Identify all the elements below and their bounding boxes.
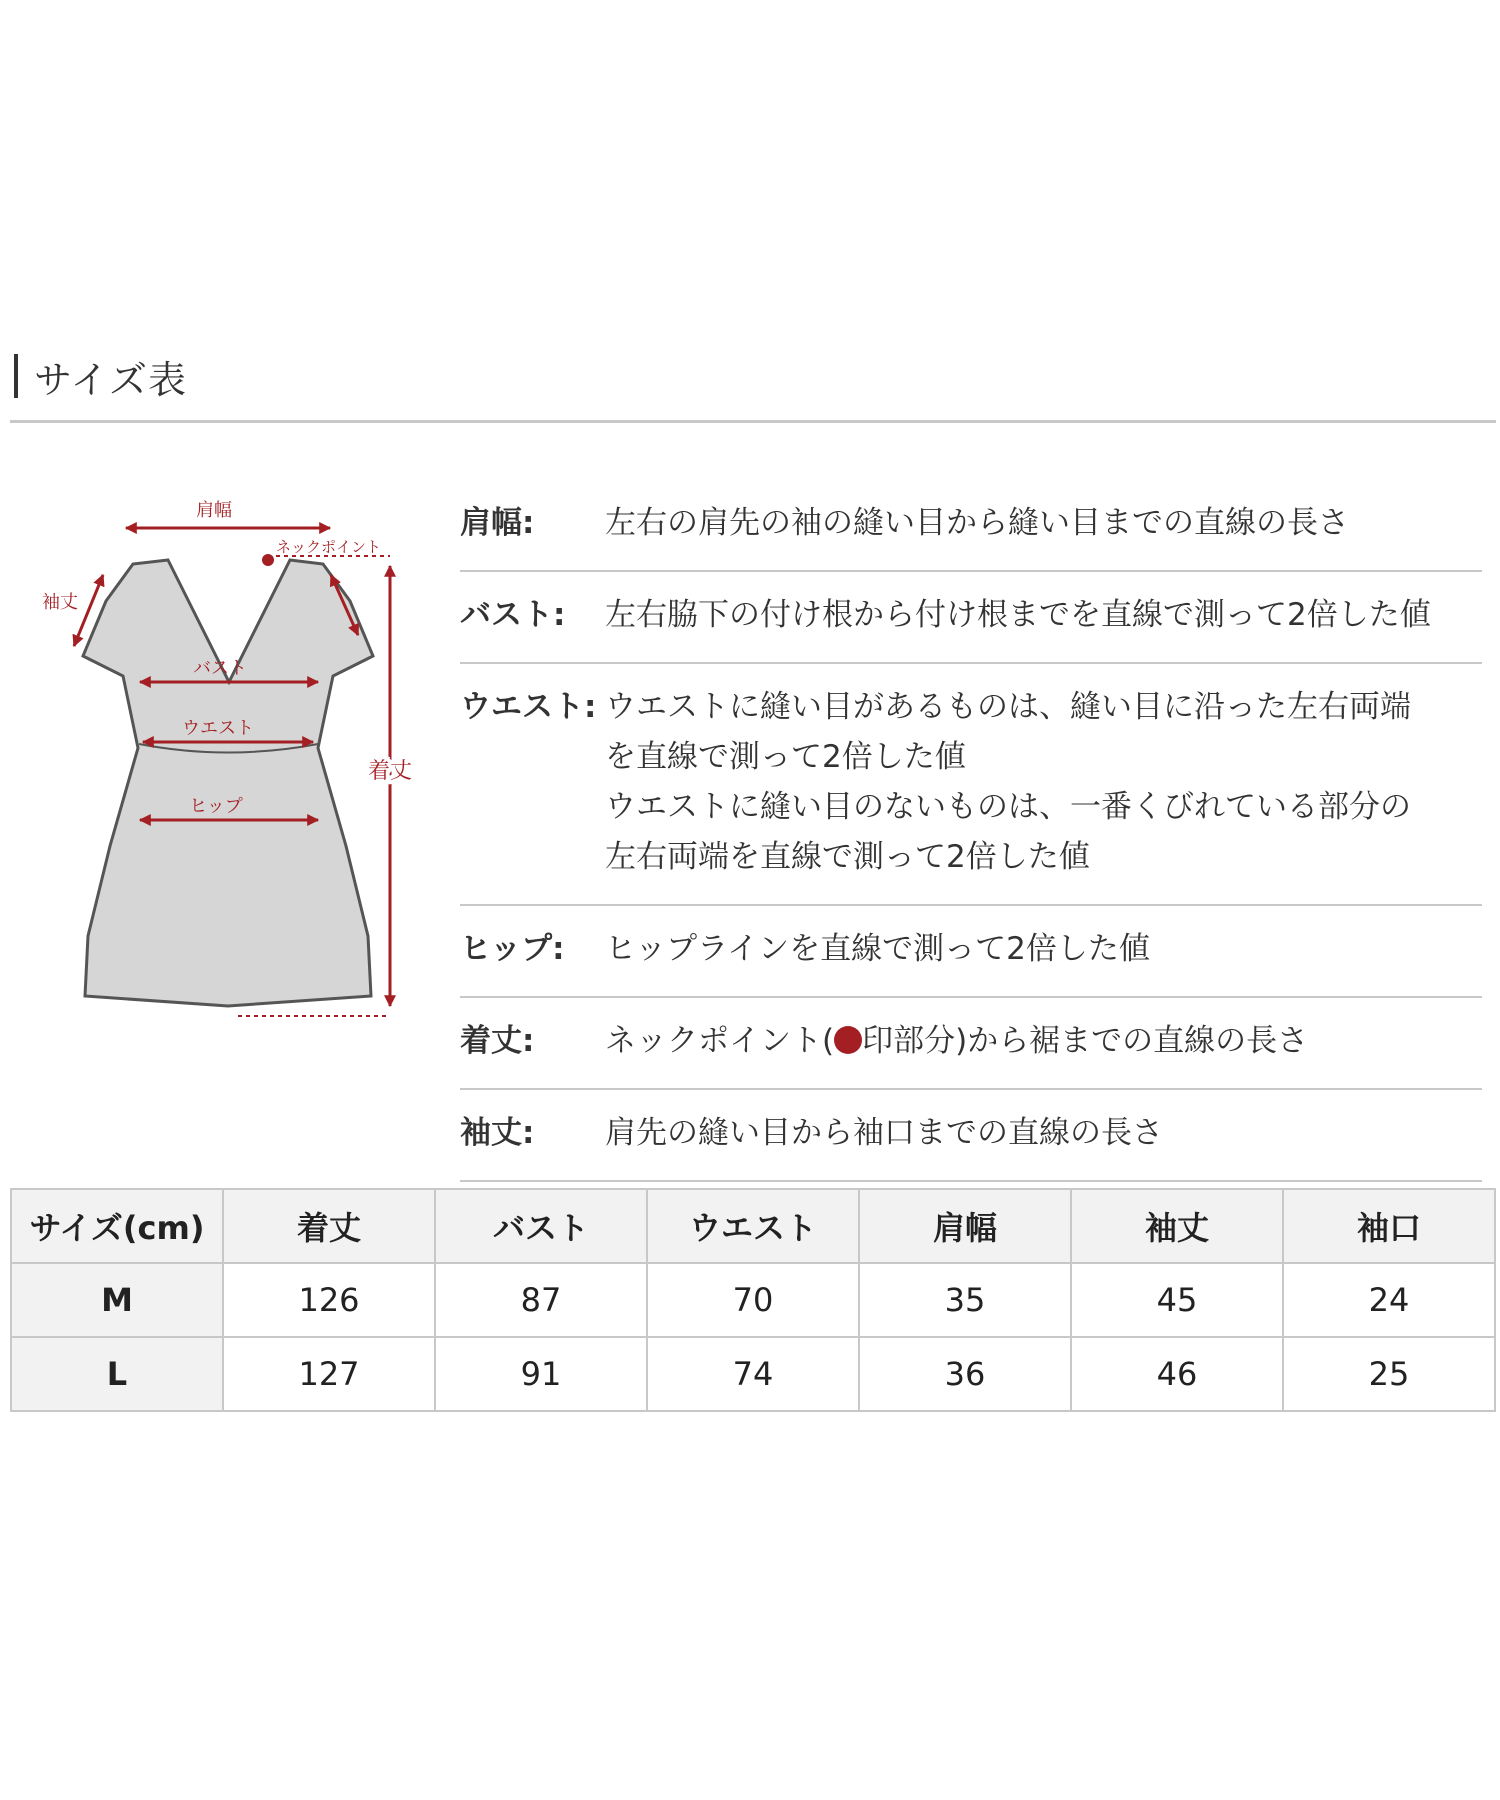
length-label: 着丈 bbox=[367, 759, 413, 784]
table-cell: 25 bbox=[1283, 1337, 1495, 1411]
definition-term: ヒップ: bbox=[460, 931, 565, 967]
description-text: ネックポイント( bbox=[605, 1023, 835, 1059]
hip-label: ヒップ bbox=[189, 796, 243, 817]
table-cell: 127 bbox=[223, 1337, 435, 1411]
table-cell: 45 bbox=[1071, 1263, 1283, 1337]
column-header: 袖口 bbox=[1283, 1189, 1495, 1263]
measurement-definitions bbox=[460, 480, 1482, 1182]
definition-row bbox=[460, 998, 1482, 1090]
table-cell: 24 bbox=[1283, 1263, 1495, 1337]
table-cell: 36 bbox=[859, 1337, 1071, 1411]
definition-row bbox=[460, 480, 1482, 572]
definition-description: ヒップラインを直線で測って2倍した値 bbox=[605, 931, 1150, 967]
table-cell: 70 bbox=[647, 1263, 859, 1337]
definition-description: 左右の肩先の袖の縫い目から縫い目までの直線の長さ bbox=[605, 505, 1349, 541]
definition-term: 着丈: bbox=[460, 1023, 535, 1059]
title-accent-bar bbox=[14, 354, 18, 398]
column-header: ウエスト bbox=[647, 1189, 859, 1263]
table-header-row bbox=[11, 1189, 1495, 1263]
definition-row bbox=[460, 572, 1482, 664]
definition-description: 左右脇下の付け根から付け根までを直線で測って2倍した値 bbox=[605, 597, 1431, 633]
shoulder-label: 肩幅 bbox=[196, 500, 232, 521]
table-cell: 126 bbox=[223, 1263, 435, 1337]
column-header: バスト bbox=[435, 1189, 647, 1263]
title-divider bbox=[10, 420, 1496, 423]
definition-term: ウエスト: bbox=[460, 689, 597, 725]
sleeve-label: 袖丈 bbox=[42, 592, 78, 613]
neck-point-marker bbox=[262, 554, 274, 566]
definition-row bbox=[460, 1090, 1482, 1182]
garment-diagram bbox=[28, 486, 428, 1056]
definition-term: バスト: bbox=[460, 597, 566, 633]
definition-row bbox=[460, 664, 1482, 906]
red-dot-icon bbox=[834, 1026, 862, 1054]
column-header: 袖丈 bbox=[1071, 1189, 1283, 1263]
neck-point-label: ネックポイント bbox=[276, 538, 382, 556]
page-title: サイズ表 bbox=[34, 357, 187, 402]
section-header bbox=[14, 352, 187, 400]
column-header: サイズ(cm) bbox=[11, 1189, 223, 1263]
size-label: M bbox=[11, 1263, 223, 1337]
column-header: 肩幅 bbox=[859, 1189, 1071, 1263]
definition-description: ウエストに縫い目があるものは、縫い目に沿った左右両端 を直線で測って2倍した値 ウエストに縫い目のないものは、一番くびれている部分の 左右両端を直線で測って2倍した値 bbox=[605, 689, 1411, 875]
definition-description: 肩先の縫い目から袖口までの直線の長さ bbox=[605, 1115, 1163, 1151]
size-table bbox=[10, 1188, 1496, 1412]
table-cell: 46 bbox=[1071, 1337, 1283, 1411]
definition-term: 袖丈: bbox=[460, 1115, 535, 1151]
table-row bbox=[11, 1337, 1495, 1411]
table-cell: 74 bbox=[647, 1337, 859, 1411]
table-row bbox=[11, 1263, 1495, 1337]
description-text: 印部分)から裾までの直線の長さ bbox=[862, 1023, 1309, 1059]
table-cell: 91 bbox=[435, 1337, 647, 1411]
table-cell: 87 bbox=[435, 1263, 647, 1337]
definition-term: 肩幅: bbox=[460, 505, 535, 541]
size-label: L bbox=[11, 1337, 223, 1411]
table-cell: 35 bbox=[859, 1263, 1071, 1337]
definition-description bbox=[605, 1016, 1482, 1066]
dress-silhouette bbox=[83, 560, 373, 1006]
waist-label: ウエスト bbox=[182, 718, 254, 739]
bust-label: バスト bbox=[193, 658, 247, 679]
column-header: 着丈 bbox=[223, 1189, 435, 1263]
definition-row bbox=[460, 906, 1482, 998]
